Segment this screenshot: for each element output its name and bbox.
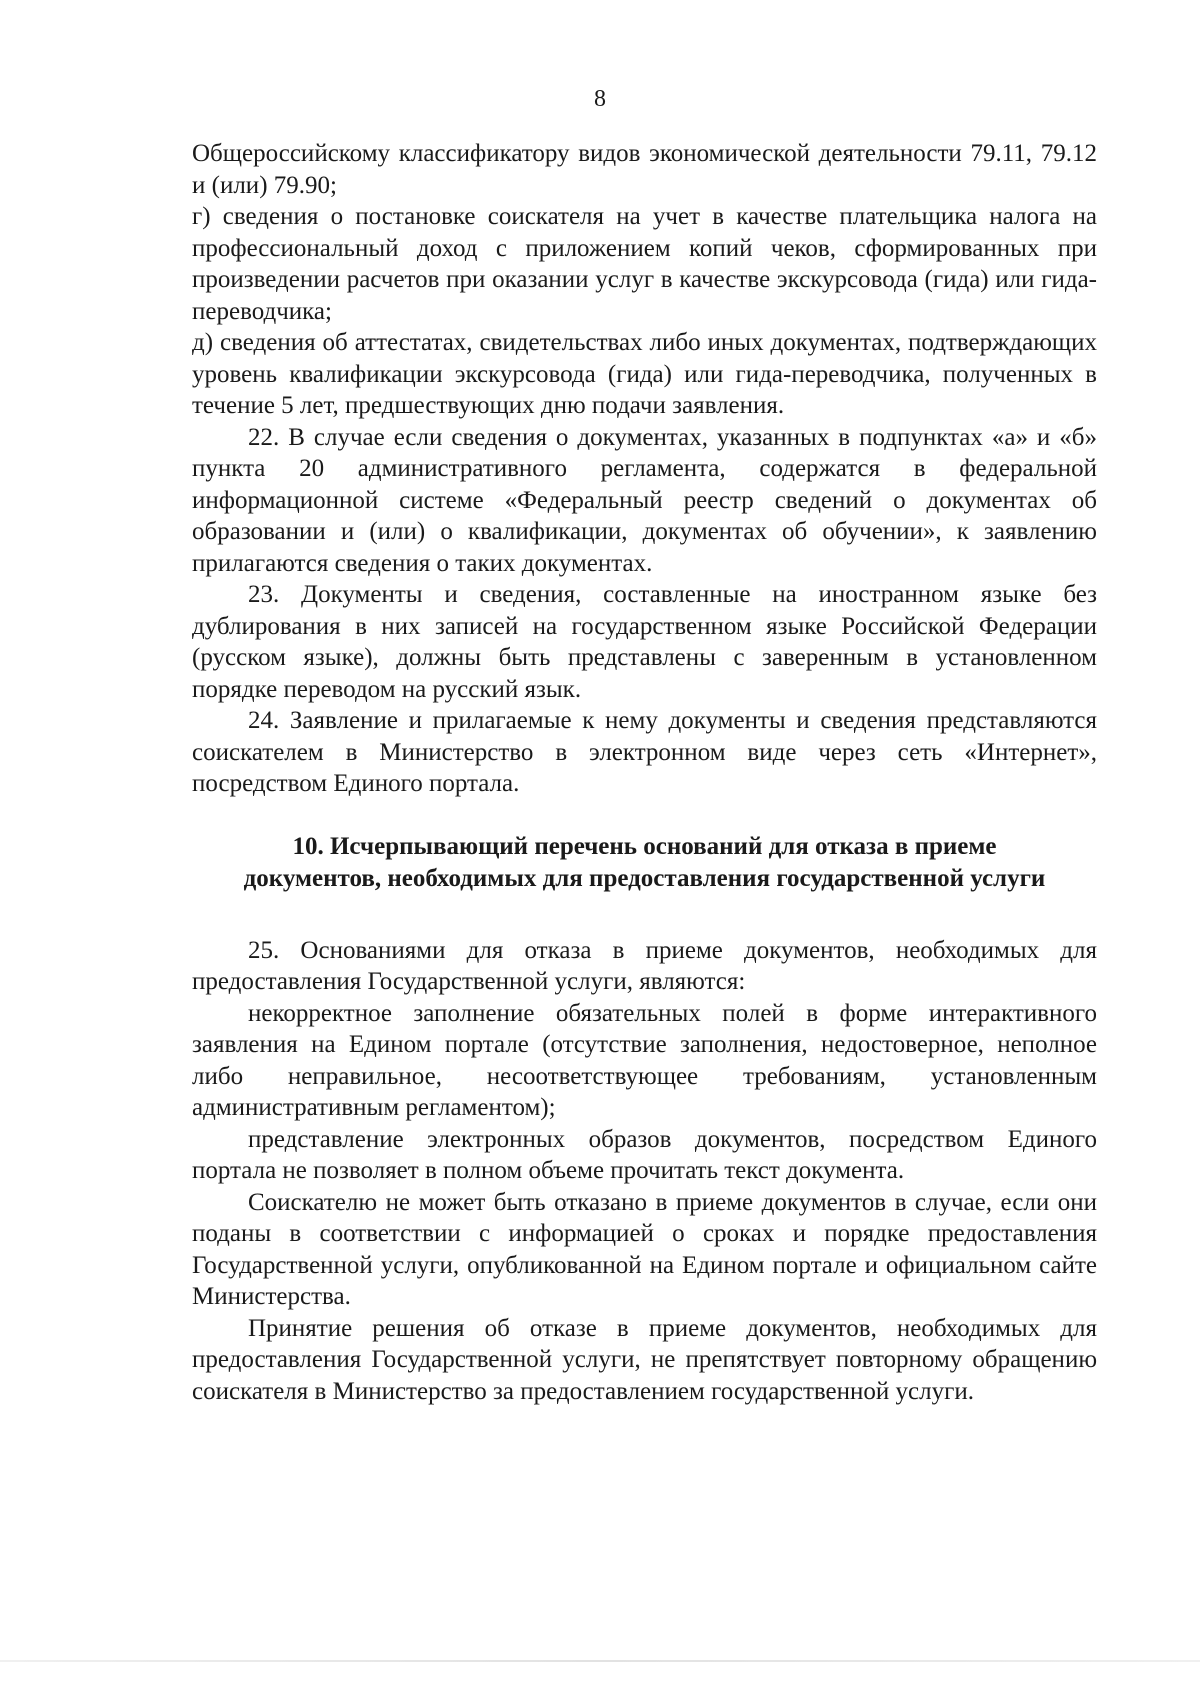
paragraph-classifier-continuation: Общероссийскому классификатору видов экономической деятельности 79.11, 79.12 и (или) 79.90; [192, 140, 1097, 199]
section-heading-line-2: документов, необходимых для предоставления государственной услуги [243, 864, 1046, 892]
paragraph-24: 24. Заявление и прилагаемые к нему документы и сведения представляются соискателем в Министерство в электронном виде через сеть «Интернет», посредством Единого портала. [192, 707, 1097, 797]
paragraph-item-g: г) сведения о постановке соискателя на учет в качестве плательщика налога на профессиональный доход с приложением копий чеков, сформированных при произведении расчетов при оказании услуг в качестве экскурсовода (гида) или гида-переводчика; [192, 203, 1097, 325]
paragraph-22: 22. В случае если сведения о документах, указанных в подпунктах «а» и «б» пункта 20 административного регламента, содержатся в федеральной информационной системе «Федеральный реестр сведений о документах об образовании и (или) о квалификации, документах об обучении», к заявлению прилагаются сведения о таких документах. [192, 423, 1097, 577]
paragraph-item-d: д) сведения об аттестатах, свидетельствах либо иных документах, подтверждающих уровень квалификации экскурсовода (гида) или гида-переводчика, полученных в течение 5 лет, предшествующих дню подачи заявления. [192, 329, 1097, 419]
scan-edge-line [0, 1660, 1200, 1662]
paragraph-electronic-images: представление электронных образов документов, посредством Единого портала не позволяет в полном объеме прочитать текст документа. [192, 1125, 1097, 1184]
paragraph-incorrect-filling: некорректное заполнение обязательных полей в форме интерактивного заявления на Едином портале (отсутствие заполнения, недостоверное, неполное либо неправильное, несоответствующее требованиям, установленным административным регламентом); [192, 999, 1097, 1121]
page-number: 8 [594, 86, 606, 112]
paragraph-no-refusal: Соискателю не может быть отказано в приеме документов в случае, если они поданы в соответствии с информацией о сроках и порядке предоставления Государственной услуги, опубликованной на Едином портале и официальном сайте Министерства. [192, 1188, 1097, 1310]
paragraph-23: 23. Документы и сведения, составленные на иностранном языке без дублирования в них записей на государственном языке Российской Федерации (русском языке), должны быть представлены с заверенным в установленном порядке переводом на русский язык. [192, 581, 1097, 703]
paragraph-repeat-request: Принятие решения об отказе в приеме документов, необходимых для предоставления Государственной услуги, не препятствует повторному обращению соискателя в Министерство за предоставлением государственной услуги. [192, 1314, 1097, 1405]
paragraph-25: 25. Основаниями для отказа в приеме документов, необходимых для предоставления Государственной услуги, являются: [192, 936, 1097, 995]
section-heading-line-1: 10. Исчерпывающий перечень оснований для отказа в приеме [292, 832, 997, 860]
section-heading [192, 831, 1097, 895]
document-body [192, 138, 1097, 1407]
